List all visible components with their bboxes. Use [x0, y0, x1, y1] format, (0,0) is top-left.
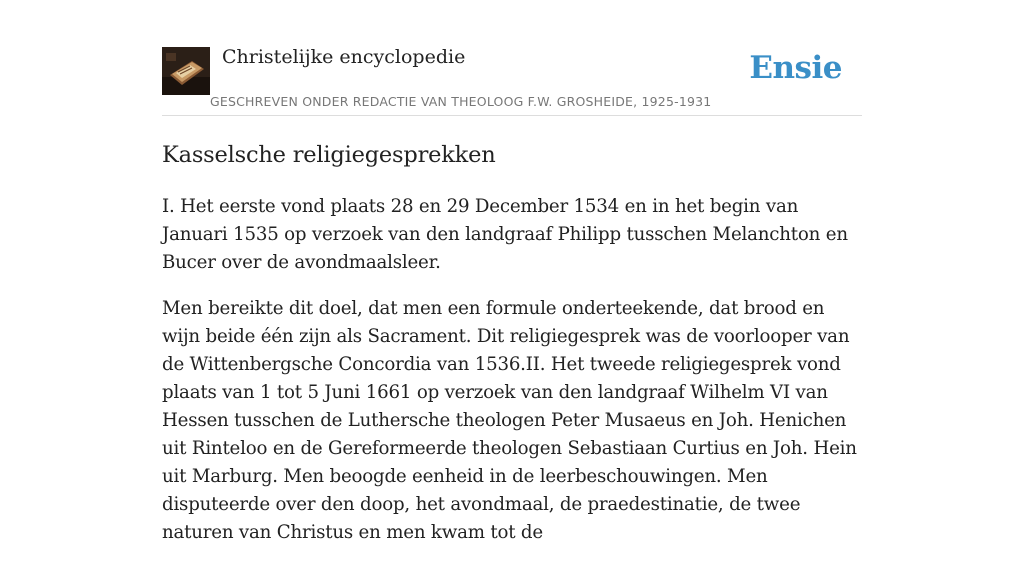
page-title: Kasselsche religiegesprekken	[162, 142, 496, 168]
site-subtitle: GESCHREVEN ONDER REDACTIE VAN THEOLOOG F.W. GROSHEIDE, 1925-1931	[210, 94, 712, 109]
header-divider	[162, 115, 862, 116]
article-paragraph: Men bereikte dit doel, dat men een formule onderteekende, dat brood en wijn beide één zijn als Sacrament. Dit religiegesprek was de voorlooper van de Wittenbergsche Concordia van 1536.II. Het tweede religiegesprek vond plaats van 1 tot 5 Juni 1661 op verzoek van den landgraaf Wilhelm VI van Hessen tusschen de Luthersche theologen Peter Musaeus en Joh. Henichen uit Rinteloo en de Gereformeerde theologen Sebastiaan Curtius en Joh. Hein uit Marburg. Men beoogde eenheid in de leerbeschouwingen. Men disputeerde over den doop, het avondmaal, de praedestinatie, de twee naturen van Christus en men kwam tot de	[162, 298, 857, 543]
article	[162, 139, 867, 565]
article-paragraph: I. Het eerste vond plaats 28 en 29 December 1534 en in het begin van Januari 1535 op verzoek van den landgraaf Philipp tusschen Melanchton en Bucer over de avondmaalsleer.	[162, 196, 848, 273]
site-title[interactable]: Christelijke encyclopedie	[222, 46, 466, 68]
site-header	[162, 46, 862, 116]
brand-logo[interactable]: Ensie	[749, 50, 842, 86]
book-icon[interactable]	[162, 47, 210, 95]
